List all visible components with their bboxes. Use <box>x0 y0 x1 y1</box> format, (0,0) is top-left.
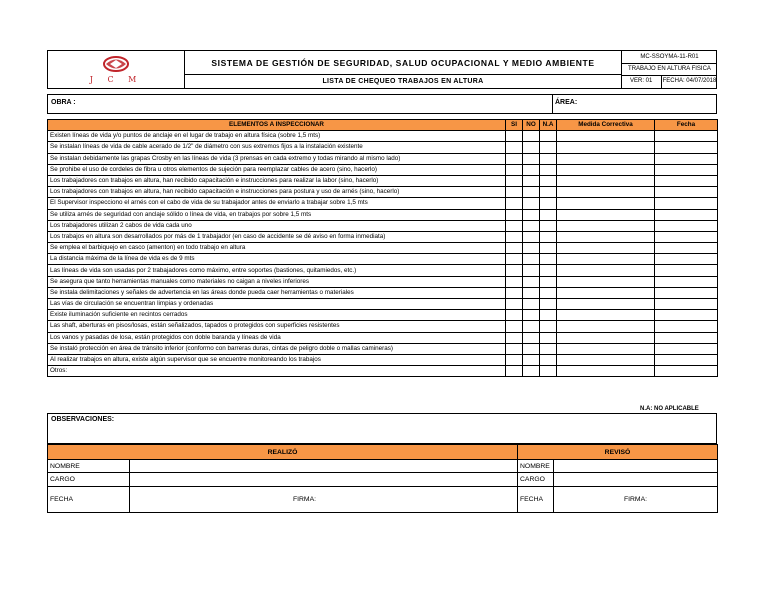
check-si[interactable] <box>506 131 523 142</box>
check-no[interactable] <box>523 187 540 198</box>
table-row <box>48 354 718 365</box>
date-cell[interactable] <box>655 243 718 254</box>
document-date: FECHA: 04/07/2018 <box>662 78 717 84</box>
check-na[interactable] <box>540 354 557 365</box>
realizo-firma-label: FIRMA: <box>292 496 317 503</box>
check-no[interactable] <box>523 254 540 265</box>
check-si[interactable] <box>506 209 523 220</box>
table-row <box>48 265 718 276</box>
check-si[interactable] <box>506 164 523 175</box>
inspection-item: El Supervisor inspecciono el arnés con el cabo de vida de su trabajador antes de enviarlo a trabajar sobre 1,5 mts <box>48 198 506 209</box>
check-na[interactable] <box>540 287 557 298</box>
corrective-measure-cell[interactable] <box>557 366 655 377</box>
na-note: N.A: NO APLICABLE <box>640 406 699 412</box>
table-row <box>48 231 718 242</box>
table-row <box>48 187 718 198</box>
check-na[interactable] <box>540 153 557 164</box>
corrective-measure-cell[interactable] <box>557 276 655 287</box>
check-no[interactable] <box>523 343 540 354</box>
check-si[interactable] <box>506 354 523 365</box>
corrective-measure-cell[interactable] <box>557 332 655 343</box>
check-no[interactable] <box>523 243 540 254</box>
inspection-item: Se instala delimitaciones y señales de advertencia en las áreas donde pueda caer herramientas o materiales <box>48 287 506 298</box>
inspection-item: La distancia máxima de la línea de vida es de 9 mts <box>48 254 506 265</box>
corrective-measure-cell[interactable] <box>557 299 655 310</box>
check-no[interactable] <box>523 131 540 142</box>
corrective-measure-cell[interactable] <box>557 175 655 186</box>
check-si[interactable] <box>506 299 523 310</box>
table-row <box>48 164 718 175</box>
date-cell[interactable] <box>655 310 718 321</box>
check-si[interactable] <box>506 142 523 153</box>
date-cell[interactable] <box>655 198 718 209</box>
check-si[interactable] <box>506 153 523 164</box>
corrective-measure-cell[interactable] <box>557 198 655 209</box>
check-si[interactable] <box>506 175 523 186</box>
date-cell[interactable] <box>655 287 718 298</box>
reviso-firma-label: FIRMA: <box>623 496 648 503</box>
date-cell[interactable] <box>655 142 718 153</box>
obra-area-row <box>47 94 717 114</box>
check-na[interactable] <box>540 276 557 287</box>
table-row <box>48 209 718 220</box>
check-no[interactable] <box>523 265 540 276</box>
table-row <box>48 343 718 354</box>
system-title: SISTEMA DE GESTIÓN DE SEGURIDAD, SALUD OCUPACIONAL Y MEDIO AMBIENTE <box>185 51 621 75</box>
check-si[interactable] <box>506 366 523 377</box>
check-si[interactable] <box>506 243 523 254</box>
realizo-cargo-label: CARGO <box>48 473 130 487</box>
reviso-firma-field[interactable] <box>554 487 718 513</box>
observations-label: OBSERVACIONES: <box>51 416 115 423</box>
check-na[interactable] <box>540 243 557 254</box>
corrective-measure-cell[interactable] <box>557 354 655 365</box>
reviso-nombre-field[interactable] <box>554 460 718 473</box>
check-no[interactable] <box>523 231 540 242</box>
table-row <box>48 332 718 343</box>
inspection-item: Los trabajadores con trabajos en altura, han recibido capacitación e instrucciones para postura y uso de arnés (sino, hacerlo) <box>48 187 506 198</box>
inspection-item: Se instaló protección en área de tránsito inferior (conformo con barreras duras, cintas de peligro doble o mallas camineras) <box>48 343 506 354</box>
title-box <box>185 51 621 88</box>
realizo-cargo-field[interactable] <box>130 473 518 487</box>
check-no[interactable] <box>523 354 540 365</box>
check-no[interactable] <box>523 276 540 287</box>
observations-box[interactable] <box>47 413 717 444</box>
date-cell[interactable] <box>655 231 718 242</box>
check-si[interactable] <box>506 187 523 198</box>
table-row <box>48 310 718 321</box>
col-header-na: N.A <box>540 120 557 131</box>
document-version: VER: 01 <box>622 75 662 88</box>
company-logo <box>48 51 185 88</box>
check-na[interactable] <box>540 131 557 142</box>
table-row <box>48 254 718 265</box>
table-row <box>48 198 718 209</box>
realizo-firma-field[interactable] <box>130 487 518 513</box>
date-cell[interactable] <box>655 299 718 310</box>
date-cell[interactable] <box>655 343 718 354</box>
check-no[interactable] <box>523 332 540 343</box>
date-cell[interactable] <box>655 164 718 175</box>
check-no[interactable] <box>523 220 540 231</box>
check-na[interactable] <box>540 198 557 209</box>
reviso-fecha-label: FECHA <box>518 487 554 513</box>
corrective-measure-cell[interactable] <box>557 265 655 276</box>
inspection-item: Los vanos y pasadas de losa, están protegidos con doble baranda y líneas de vida <box>48 332 506 343</box>
reviso-cargo-field[interactable] <box>554 473 718 487</box>
check-na[interactable] <box>540 321 557 332</box>
check-na[interactable] <box>540 231 557 242</box>
inspection-item: Se instalan debidamente las grapas Crosby en las líneas de vida (3 prensas en cada extremo y todas mirando al mismo lado) <box>48 153 506 164</box>
inspection-item: Las shaft, aberturas en pisos/losas, están señalizados, tapados o protegidos con superficies resistentes <box>48 321 506 332</box>
corrective-measure-cell[interactable] <box>557 220 655 231</box>
document-code: MC-SSOYMA-11-R01 <box>622 51 717 64</box>
inspection-item: Los trabajos en altura son desarrollados por más de 1 trabajador (en caso de accidente se dé aviso en forma inmediata) <box>48 231 506 242</box>
check-na[interactable] <box>540 366 557 377</box>
date-cell[interactable] <box>655 131 718 142</box>
check-na[interactable] <box>540 310 557 321</box>
check-na[interactable] <box>540 187 557 198</box>
checklist-table <box>47 119 718 377</box>
corrective-measure-cell[interactable] <box>557 231 655 242</box>
table-row <box>48 321 718 332</box>
document-subject: TRABAJO EN ALTURA FISICA <box>622 63 717 76</box>
check-no[interactable] <box>523 299 540 310</box>
check-si[interactable] <box>506 198 523 209</box>
date-cell[interactable] <box>655 254 718 265</box>
date-cell[interactable] <box>655 209 718 220</box>
inspection-item: Se asegura que tanto herramientas manuales como materiales no caigan a niveles inferiores <box>48 276 506 287</box>
signature-table <box>47 444 718 513</box>
check-na[interactable] <box>540 220 557 231</box>
check-na[interactable] <box>540 299 557 310</box>
realizo-header: REALIZÓ <box>48 445 518 460</box>
check-si[interactable] <box>506 231 523 242</box>
inspection-item: Se instalan líneas de vida de cable acerado de 1/2" de diámetro con sus extremos fijos a la instalación existente <box>48 142 506 153</box>
date-cell[interactable] <box>655 187 718 198</box>
col-header-no: NO <box>523 120 540 131</box>
date-cell[interactable] <box>655 276 718 287</box>
check-na[interactable] <box>540 343 557 354</box>
corrective-measure-cell[interactable] <box>557 153 655 164</box>
realizo-fecha-label: FECHA <box>48 487 130 513</box>
date-cell[interactable] <box>655 321 718 332</box>
table-row <box>48 366 718 377</box>
table-header-row <box>48 120 718 131</box>
corrective-measure-cell[interactable] <box>557 321 655 332</box>
check-no[interactable] <box>523 175 540 186</box>
table-row <box>48 299 718 310</box>
check-no[interactable] <box>523 198 540 209</box>
corrective-measure-cell[interactable] <box>557 187 655 198</box>
inspection-item: Los trabajadores utilizan 2 cabos de vida cada uno <box>48 220 506 231</box>
check-si[interactable] <box>506 276 523 287</box>
check-no[interactable] <box>523 366 540 377</box>
col-header-date: Fecha <box>655 120 718 131</box>
date-cell[interactable] <box>655 332 718 343</box>
reviso-header: REVISÓ <box>518 445 718 460</box>
col-header-si: SI <box>506 120 523 131</box>
col-header-corrective: Medida Correctiva <box>557 120 655 131</box>
check-na[interactable] <box>540 209 557 220</box>
inspection-item: Al realizar trabajos en altura, existe algún supervisor que se encuentre monitoreando los trabajos <box>48 354 506 365</box>
date-cell[interactable] <box>655 175 718 186</box>
corrective-measure-cell[interactable] <box>557 287 655 298</box>
table-row <box>48 142 718 153</box>
logo-text: J C M <box>89 75 143 84</box>
corrective-measure-cell[interactable] <box>557 164 655 175</box>
table-row <box>48 175 718 186</box>
realizo-nombre-label: NOMBRE <box>48 460 130 473</box>
check-na[interactable] <box>540 254 557 265</box>
check-na[interactable] <box>540 332 557 343</box>
divider <box>552 95 553 113</box>
check-si[interactable] <box>506 220 523 231</box>
check-si[interactable] <box>506 321 523 332</box>
check-na[interactable] <box>540 265 557 276</box>
inspection-item: Se utiliza arnés de seguridad con anclaje sólido o línea de vida, en trabajos por sobre 1,5 mts <box>48 209 506 220</box>
check-si[interactable] <box>506 332 523 343</box>
check-si[interactable] <box>506 265 523 276</box>
obra-label: OBRA : <box>51 99 76 106</box>
table-row <box>48 220 718 231</box>
check-si[interactable] <box>506 343 523 354</box>
corrective-measure-cell[interactable] <box>557 209 655 220</box>
check-no[interactable] <box>523 209 540 220</box>
check-na[interactable] <box>540 142 557 153</box>
corrective-measure-cell[interactable] <box>557 343 655 354</box>
corrective-measure-cell[interactable] <box>557 254 655 265</box>
corrective-measure-cell[interactable] <box>557 310 655 321</box>
inspection-item: Otros: <box>48 366 506 377</box>
check-na[interactable] <box>540 164 557 175</box>
date-cell[interactable] <box>655 265 718 276</box>
date-cell[interactable] <box>655 354 718 365</box>
realizo-nombre-field[interactable] <box>130 460 518 473</box>
inspection-item: Los trabajadores con trabajos en altura, han recibido capacitación e instrucciones para realizar la labor (sino, hacerlo) <box>48 175 506 186</box>
check-no[interactable] <box>523 321 540 332</box>
table-row <box>48 287 718 298</box>
col-header-items: ELEMENTOS A INSPECCIONAR <box>48 120 506 131</box>
inspection-item: Se emplea el barbiquejo en casco (amenton) en todo trabajo en altura <box>48 243 506 254</box>
date-cell[interactable] <box>655 366 718 377</box>
table-row <box>48 243 718 254</box>
check-no[interactable] <box>523 153 540 164</box>
document-header <box>47 50 717 89</box>
inspection-item: Existen líneas de vida y/o puntos de anclaje en el lugar de trabajo en altura física (sobre 1,5 mts) <box>48 131 506 142</box>
check-si[interactable] <box>506 310 523 321</box>
inspection-item: Existe iluminación suficiente en recintos cerrados <box>48 310 506 321</box>
table-row <box>48 131 718 142</box>
date-cell[interactable] <box>655 220 718 231</box>
table-row <box>48 276 718 287</box>
check-no[interactable] <box>523 287 540 298</box>
table-row <box>48 153 718 164</box>
check-si[interactable] <box>506 287 523 298</box>
inspection-item: Las líneas de vida son usadas por 2 trabajadores como máximo, entre soportes (bastiones, quitamiedos, etc.) <box>48 265 506 276</box>
inspection-item: Se prohibe el uso de cordeles de fibra u otros elementos de sujeción para reemplazar cables de acero (sino, hacerlo) <box>48 164 506 175</box>
document-code-box <box>621 51 716 88</box>
check-no[interactable] <box>523 164 540 175</box>
check-si[interactable] <box>506 254 523 265</box>
check-na[interactable] <box>540 175 557 186</box>
inspection-item: Las vías de circulación se encuentran limpias y ordenadas <box>48 299 506 310</box>
corrective-measure-cell[interactable] <box>557 243 655 254</box>
area-label: ÁREA: <box>555 99 578 106</box>
check-no[interactable] <box>523 310 540 321</box>
corrective-measure-cell[interactable] <box>557 142 655 153</box>
reviso-cargo-label: CARGO <box>518 473 554 487</box>
date-cell[interactable] <box>655 153 718 164</box>
checklist-title: LISTA DE CHEQUEO TRABAJOS EN ALTURA <box>322 78 484 85</box>
check-no[interactable] <box>523 142 540 153</box>
reviso-nombre-label: NOMBRE <box>518 460 554 473</box>
corrective-measure-cell[interactable] <box>557 131 655 142</box>
